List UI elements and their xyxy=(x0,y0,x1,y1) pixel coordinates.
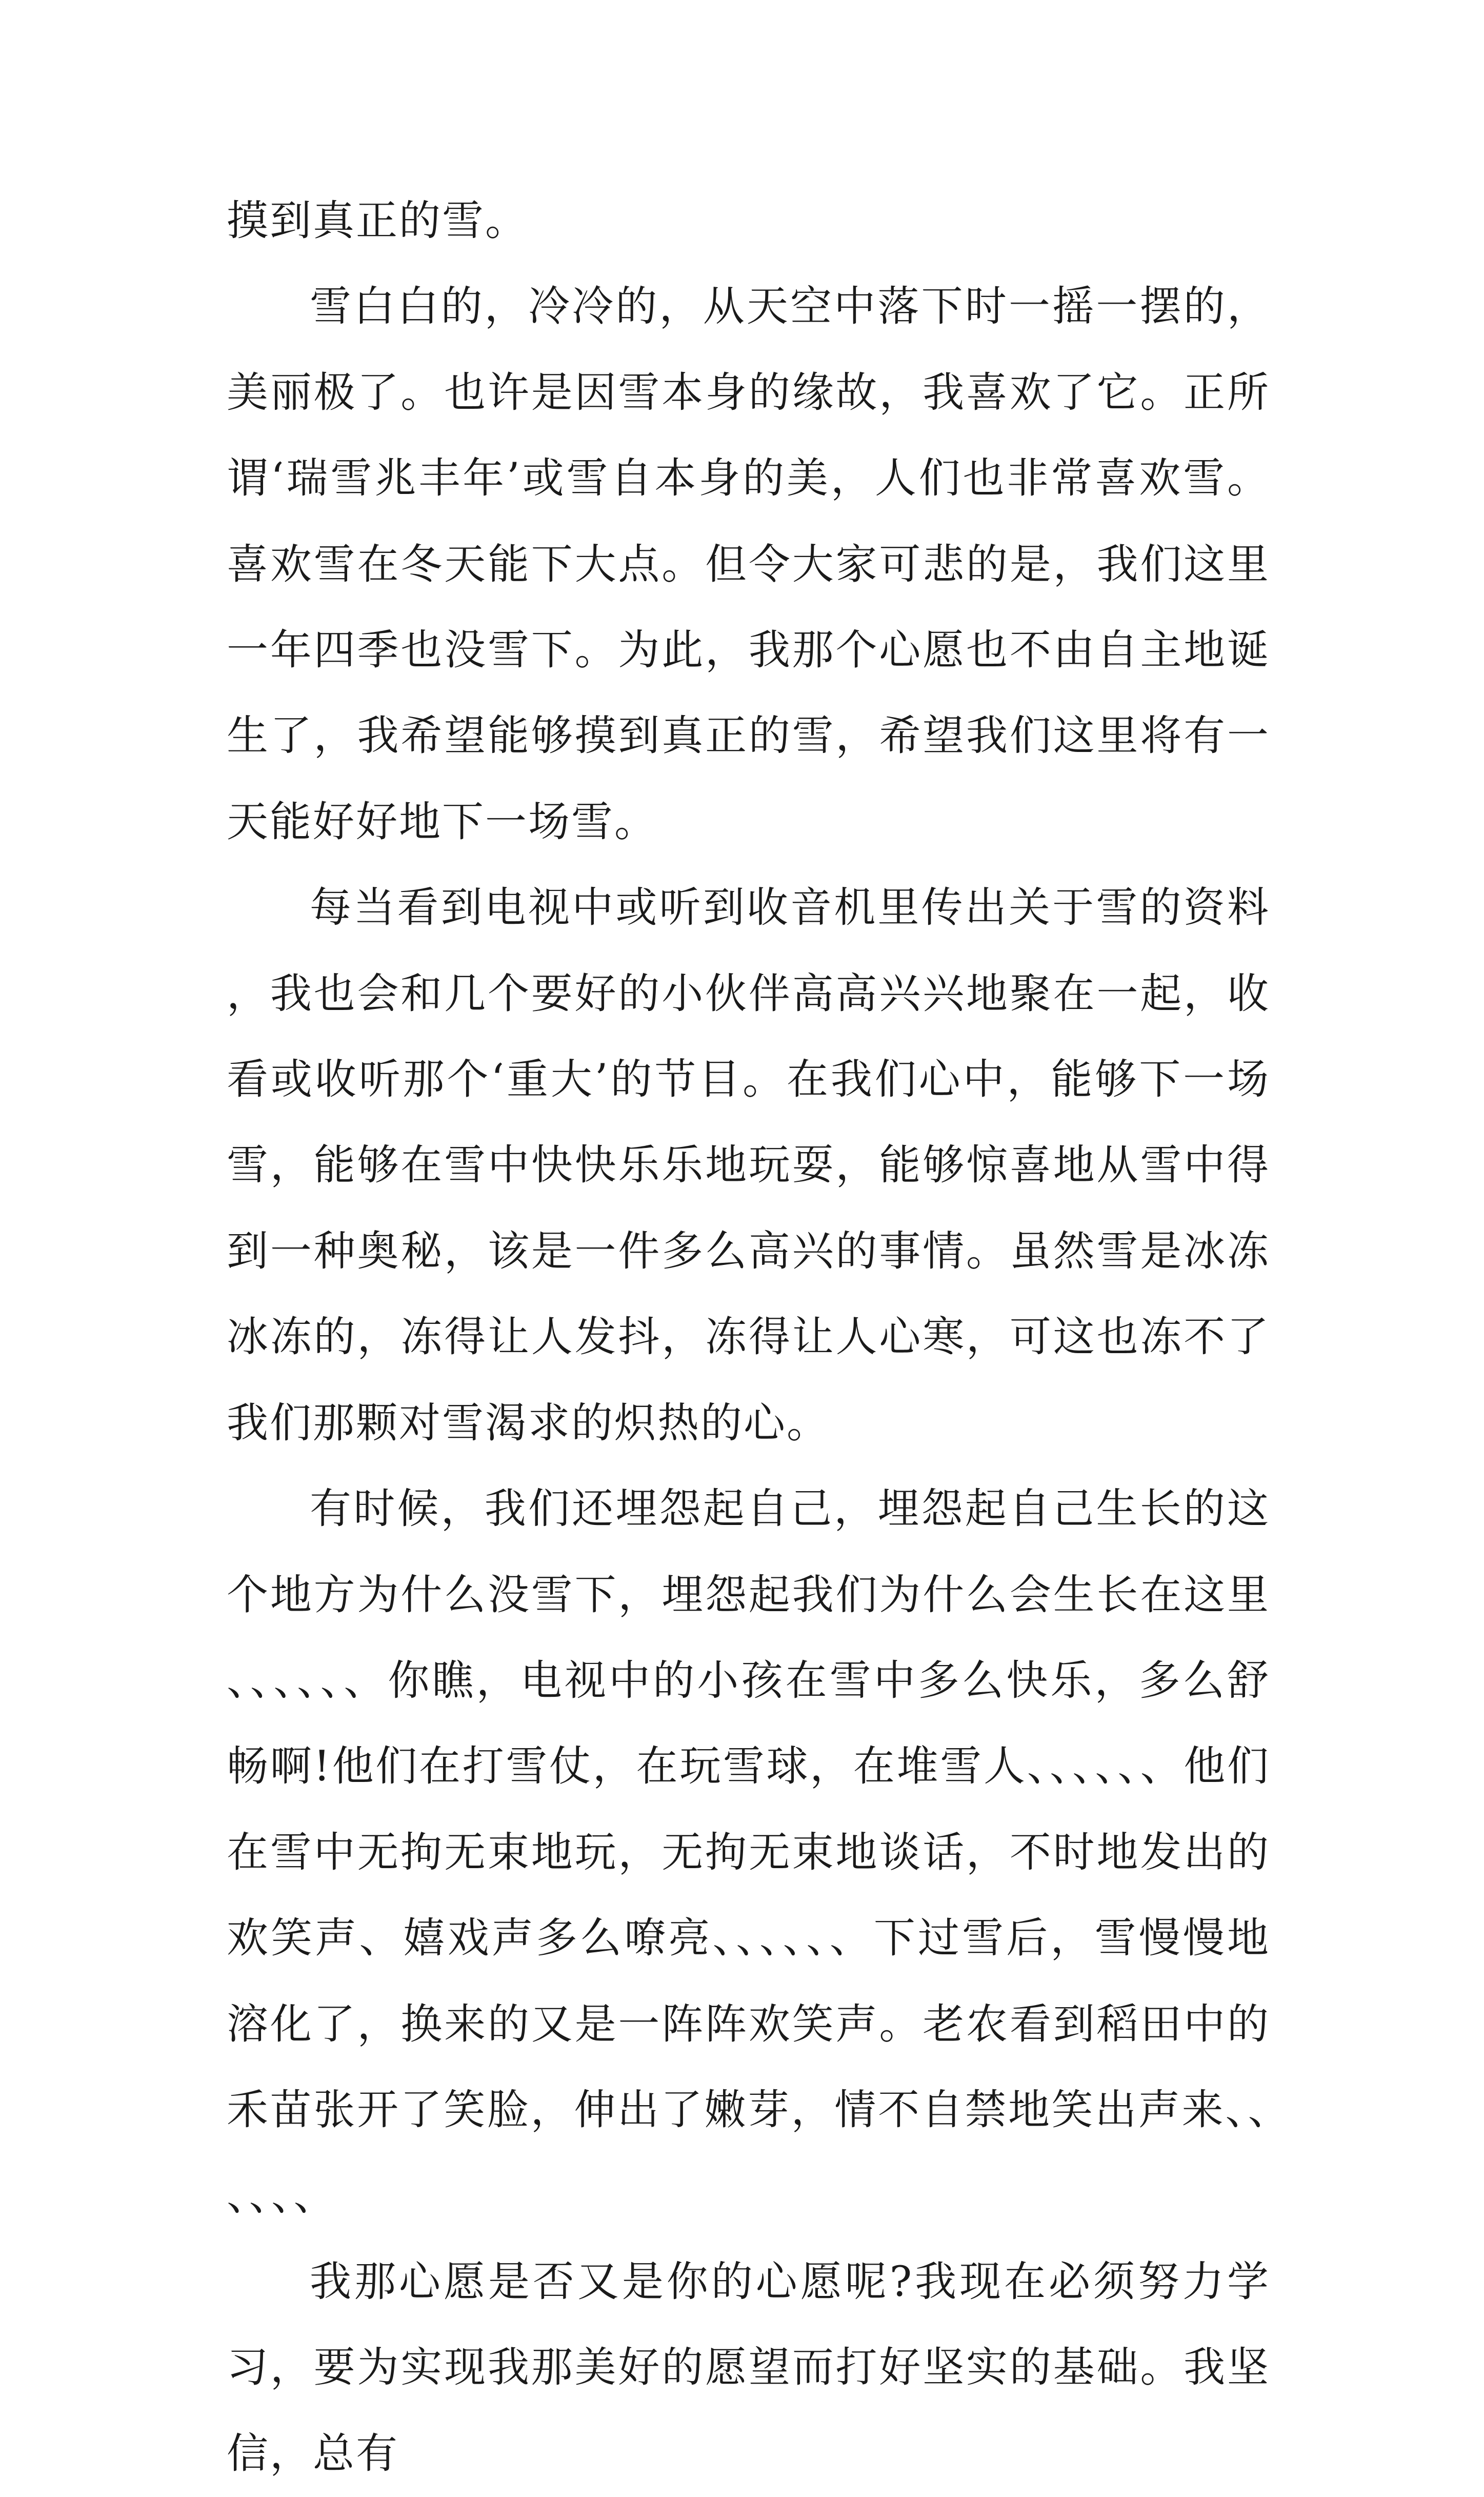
paragraph-4: 有时候，我们还埋怨起自己，埋怨起自己生长的这个地方为什么没雪下，埋怨起我们为什么会生长在这里、、、、、、你瞧，电视中的小孩在雪中多么快乐，多么舒畅啊!他们在打雪仗，在玩雪球，在堆雪人、、、、、、他们在雪中无拘无束地玩，无拘无束地谈话，不时地发出的欢笑声、嬉戏声多么嘹亮、、、、、、下过雪后，雪慢慢地溶化了，换来的又是一阵阵欢笑声。老农看到稻田中的禾苗张开了笑脸，伸出了嫩芽，情不自禁地笑出声来、、、、、、 xyxy=(227,1485,1270,2221)
paragraph-5: 我那心愿是否又是你的心愿呢?我现在必须努力学习，要为实现我那美好的愿望而打好坚实的基础。我坚信，总有 xyxy=(227,2257,1270,2478)
paragraph-3: 每当看到电视中或听到收音机里传出关于雪的资料，我也会和几个要好的小伙伴高高兴兴地聚在一起，收看或收听那个‘重大’的节目。在我们心中，能够下一场雪，能够在雪中快快乐乐地玩耍，能够惊喜地从雪中得到一种奥秘，该是一件多么高兴的事情。虽然雪是冰冻冰冻的，冻得让人发抖，冻得让人心寒，可这也冻不了我们那颗对雪渴求的炽热的心。 xyxy=(227,884,1270,1448)
body-text xyxy=(227,179,1270,2497)
paragraph-1: 摸到真正的雪。 xyxy=(227,197,529,245)
paragraph-2: 雪白白的，冷冷的，从天空中落下时一摇一摆的，美丽极了。也许是因雪本身的缘故，我喜欢了它。正所谓‘瑞雪兆丰年’或雪自本身的美，人们也非常喜欢雪。喜欢雪在冬天能下大点。但令大家可悲的是，我们这里一年四季也没雪下。为此，我那个心愿也不由自主地诞生了，我希望能够摸到真正的雪，希望我们这里将有一天能好好地下一场雪。 xyxy=(227,283,1270,846)
